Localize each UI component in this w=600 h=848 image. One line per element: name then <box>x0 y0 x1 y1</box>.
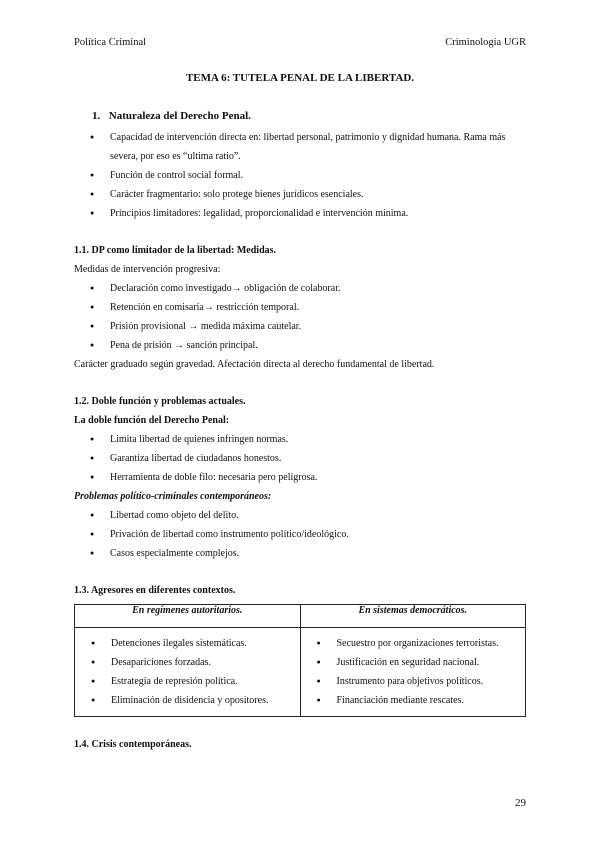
list-item: ● Detenciones ilegales sistemáticas. <box>75 634 296 653</box>
document-body <box>74 110 526 754</box>
list-item: ● Declaración como investigado→ obligación de colaborar. <box>74 279 526 298</box>
page-number: 29 <box>515 797 526 809</box>
list-item: ● Desapariciones forzadas. <box>75 653 296 672</box>
section-1-number: 1. <box>92 110 101 122</box>
list-item: ● Herramienta de doble filo: necesaria pero peligrosa. <box>74 468 526 487</box>
section-1-1-list <box>74 279 526 355</box>
list-item: ● Justificación en seguridad nacional. <box>301 653 522 672</box>
list-item: ● Pena de prisión → sanción principal. <box>74 336 526 355</box>
list-item: ● Estrategia de represión política. <box>75 672 296 691</box>
section-1-2-heading: 1.2. Doble función y problemas actuales. <box>74 396 246 407</box>
table-header-authoritarian: En regímenes autoritarios. <box>75 605 301 628</box>
section-1-1-heading: 1.1. DP como limitador de la libertad: Medidas. <box>74 245 277 256</box>
section-1-1-intro: Medidas de intervención progresiva: <box>74 264 221 275</box>
section-1-2-subheading-1: La doble función del Derecho Penal: <box>74 415 230 426</box>
header-left: Política Criminal <box>74 37 147 48</box>
header-right: Criminología UGR <box>445 37 526 48</box>
comparison-table <box>74 604 526 717</box>
list-item: ● Financiación mediante rescates. <box>301 691 522 710</box>
page-title: TEMA 6: TUTELA PENAL DE LA LIBERTAD. <box>185 72 415 84</box>
list-item: ● Libertad como objeto del delito. <box>74 506 526 525</box>
section-1-list <box>74 128 526 223</box>
table-cell-democratic <box>300 628 526 717</box>
list-item: ● Limita libertad de quienes infringen normas. <box>74 430 526 449</box>
section-1-2-subheading-2: Problemas político-criminales contemporáneos: <box>74 491 272 502</box>
table-header-democratic: En sistemas democráticos. <box>300 605 526 628</box>
section-1-3-heading: 1.3. Agresores en diferentes contextos. <box>74 585 236 596</box>
list-item: ● Prisión provisional → medida máxima cautelar. <box>74 317 526 336</box>
list-item: ● Retención en comisaría→ restricción temporal. <box>74 298 526 317</box>
section-1-title: Naturaleza del Derecho Penal. <box>108 110 251 122</box>
section-1-2-list-1 <box>74 430 526 487</box>
section-1-1-closing: Carácter graduado según gravedad. Afectación directa al derecho fundamental de libertad. <box>74 359 435 370</box>
table-cell-authoritarian <box>75 628 301 717</box>
list-item: ● Principios limitadores: legalidad, proporcionalidad e intervención mínima. <box>74 204 526 223</box>
section-1-4-heading: 1.4. Crisis contemporáneas. <box>74 739 192 750</box>
section-1-2-list-2 <box>74 506 526 563</box>
list-item: ● Carácter fragmentario: solo protege bienes jurídicos esenciales. <box>74 185 526 204</box>
list-item: ● Función de control social formal. <box>74 166 526 185</box>
section-1-heading <box>92 110 526 122</box>
list-item: ● Secuestro por organizaciones terroristas. <box>301 634 522 653</box>
list-item: ● Eliminación de disidencia y opositores. <box>75 691 296 710</box>
list-item: ● Capacidad de intervención directa en: libertad personal, patrimonio y dignidad humana. Rama más severa, por eso es “ultima ratio”. <box>74 128 526 166</box>
list-item: ● Casos especialmente complejos. <box>74 544 526 563</box>
list-item: ● Garantiza libertad de ciudadanos honestos. <box>74 449 526 468</box>
list-item: ● Privación de libertad como instrumento político/ideológico. <box>74 525 526 544</box>
list-item: ● Instrumento para objetivos políticos. <box>301 672 522 691</box>
